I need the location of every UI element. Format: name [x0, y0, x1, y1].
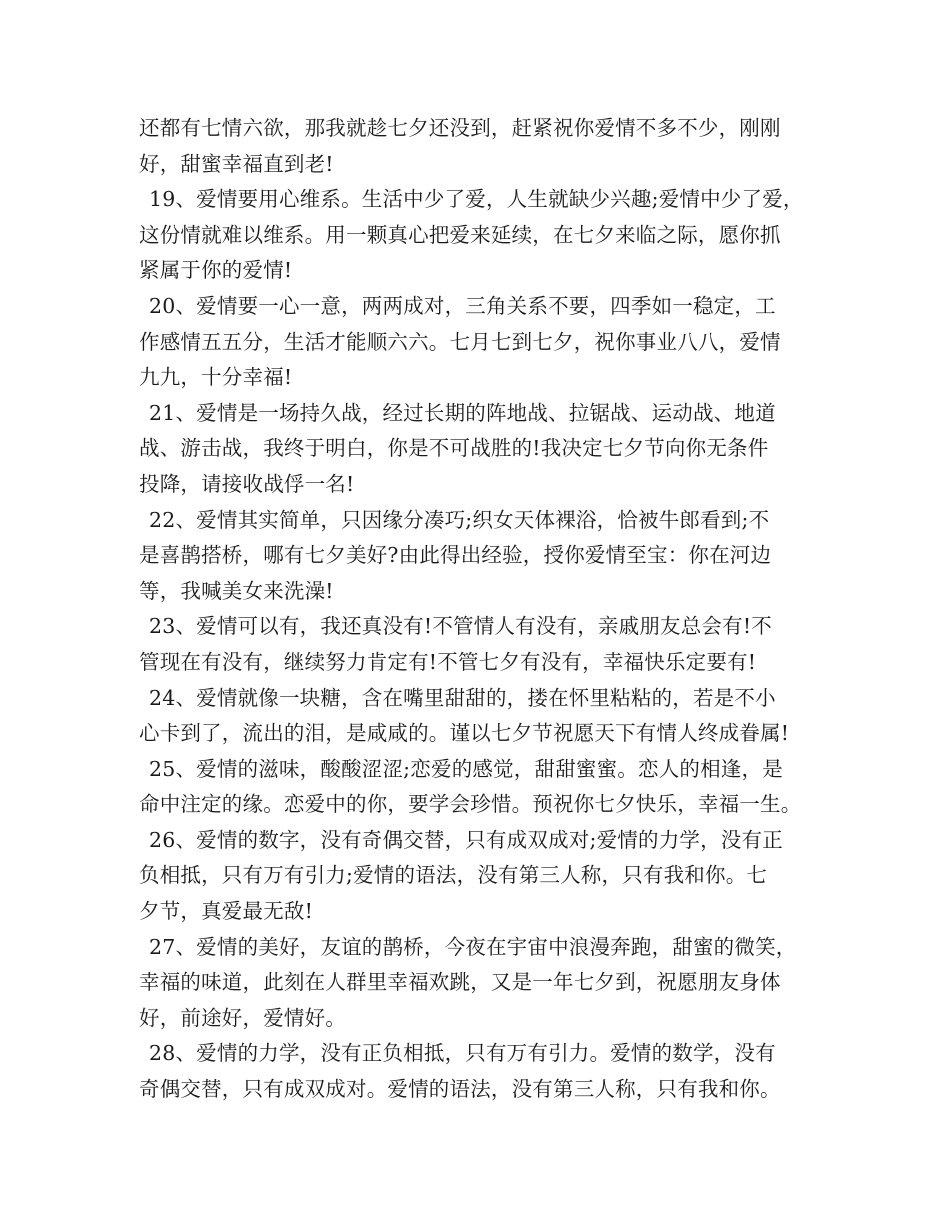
text-line: 19、爱情要用心维系。生活中少了爱，人生就缺少兴趣;爱情中少了爱，: [149, 187, 804, 212]
paragraph: [139, 289, 829, 396]
paragraph: [139, 111, 829, 182]
text-line: 是喜鹊搭桥，哪有七夕美好?由此得出经验，授你爱情至宝：你在河边: [139, 543, 772, 568]
text-line: 心卡到了，流出的泪，是咸咸的。谨以七夕节祝愿天下有情人终成眷属!: [139, 721, 790, 746]
text-line: 21、爱情是一场持久战，经过长期的阵地战、拉锯战、运动战、地道: [149, 400, 776, 425]
text-line: 幸福的味道，此刻在人群里幸福欢跳，又是一年七夕到，祝愿朋友身体: [139, 970, 781, 995]
text-line: 投降，请接收战俘一名!: [139, 471, 355, 496]
text-line: 作感情五五分，生活才能顺六六。七月七到七夕，祝你事业八八，爱情: [139, 329, 781, 354]
text-line: 管现在有没有，继续努力肯定有!不管七夕有没有，幸福快乐定要有!: [139, 649, 757, 674]
text-line: 夕节，真爱最无敌!: [139, 899, 314, 924]
document-body: [139, 111, 829, 1108]
text-line: 战、游击战，我终于明白，你是不可战胜的!我决定七夕节向你无条件: [139, 436, 769, 461]
paragraph: [139, 823, 829, 930]
text-line: 命中注定的缘。恋爱中的你，要学会珍惜。预祝你七夕快乐，幸福一生。: [139, 792, 802, 817]
text-line: 28、爱情的力学，没有正负相抵，只有万有引力。爱情的数学，没有: [149, 1041, 776, 1066]
text-line: 27、爱情的美好，友谊的鹊桥，今夜在宇宙中浪漫奔跑，甜蜜的微笑，: [149, 934, 797, 959]
text-line: 好，前途好，爱情好。: [139, 1005, 346, 1030]
text-line: 26、爱情的数字，没有奇偶交替，只有成双成对;爱情的力学，没有正: [149, 827, 783, 852]
paragraph: [139, 930, 829, 1037]
text-line: 好，甜蜜幸福直到老!: [139, 151, 334, 176]
text-line: 22、爱情其实简单，只因缘分凑巧;织女天体裸浴，恰被牛郎看到;不: [149, 507, 770, 532]
paragraph: [139, 752, 829, 823]
text-line: 还都有七情六欲，那我就趁七夕还没到，赶紧祝你爱情不多不少，刚刚: [139, 116, 781, 140]
text-line: 这份情就难以维系。用一颗真心把爱来延续，在七夕来临之际，愿你抓: [139, 222, 781, 247]
text-line: 25、爱情的滋味，酸酸涩涩;恋爱的感觉，甜甜蜜蜜。恋人的相逢，是: [149, 756, 783, 781]
text-line: 23、爱情可以有，我还真没有!不管情人有没有，亲戚朋友总会有!不: [149, 614, 772, 639]
paragraph: [139, 681, 829, 752]
text-line: 紧属于你的爱情!: [139, 258, 293, 283]
text-line: 24、爱情就像一块糖，含在嘴里甜甜的，搂在怀里粘粘的，若是不小: [149, 685, 776, 710]
paragraph: [139, 1036, 829, 1107]
paragraph: [139, 396, 829, 503]
text-line: 奇偶交替，只有成双成对。爱情的语法，没有第三人称，只有我和你。: [139, 1077, 781, 1102]
text-line: 负相抵，只有万有引力;爱情的语法，没有第三人称，只有我和你。七: [139, 863, 768, 888]
text-line: 九九，十分幸福!: [139, 365, 293, 390]
paragraph: [139, 609, 829, 680]
text-line: 等，我喊美女来洗澡!: [139, 578, 334, 603]
paragraph: [139, 182, 829, 289]
text-line: 20、爱情要一心一意，两两成对，三角关系不要，四季如一稳定，工: [149, 293, 776, 318]
paragraph: [139, 503, 829, 610]
